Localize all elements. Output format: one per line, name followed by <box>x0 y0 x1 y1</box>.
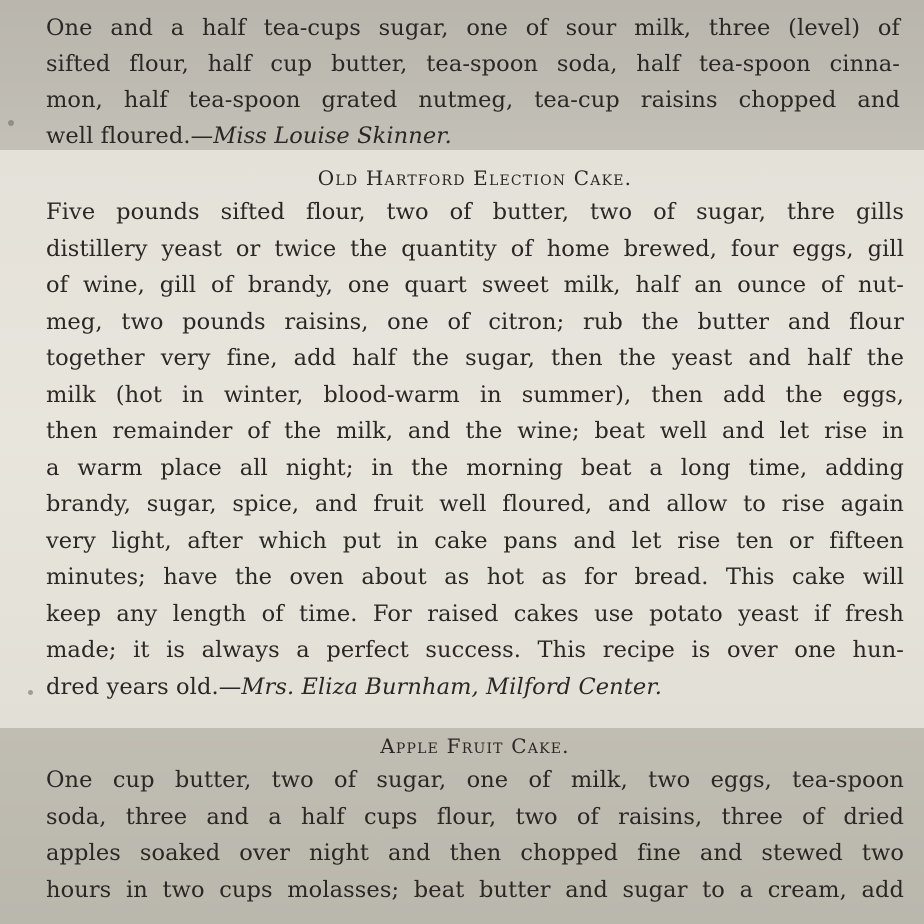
paper-speck <box>28 690 33 695</box>
recipe-credit: Miss Louise Skinner. <box>213 123 452 149</box>
text-line: keep any length of time. For raised cakes use potato yeast if fresh <box>46 600 904 627</box>
text-line: meg, two pounds raisins, one of citron; rub the butter and flour <box>46 308 904 335</box>
text-line: One and a half tea-cups sugar, one of sour milk, three (level) of <box>46 15 900 41</box>
text-line: minutes; have the oven about as hot as for bread. This cake will <box>46 564 904 590</box>
text-line: distillery yeast or twice the quantity of home brewed, four eggs, gill <box>46 235 904 262</box>
recipe-paragraph-apple-cake <box>46 762 904 908</box>
text-line-with-credit <box>46 118 900 150</box>
recipe-credit: Mrs. Eliza Burnham, Milford Center. <box>241 673 662 700</box>
text-line: sifted flour, half cup butter, tea-spoon soda, half tea-spoon cinna- <box>46 51 900 77</box>
text-line: apples soaked over night and then chopped fine and stewed two <box>46 840 904 866</box>
recipe-title: Old Hartford Election Cake. <box>317 166 633 190</box>
text-line: hours in two cups molasses; beat butter and sugar to a cream, add <box>46 876 904 903</box>
text-line: milk (hot in winter, blood-warm in summer), then add the eggs, <box>46 381 904 408</box>
text-line: mon, half tea-spoon grated nutmeg, tea-cup raisins chopped and <box>46 87 900 113</box>
recipe-paragraph-election-cake <box>46 194 904 705</box>
bottom-section <box>0 728 924 924</box>
text-line: soda, three and a half cups flour, two of raisins, three of dried <box>46 803 904 830</box>
text-fragment: well floured.— <box>46 123 214 149</box>
text-line: a warm place all night; in the morning beat a long time, adding <box>46 454 904 481</box>
text-line: brandy, sugar, spice, and fruit well floured, and allow to rise again <box>46 491 904 517</box>
recipe-paragraph-top <box>46 10 900 150</box>
text-line: Five pounds sifted flour, two of butter, two of sugar, thre gills <box>46 199 904 225</box>
text-fragment: dred years old.— <box>46 673 242 700</box>
top-section <box>0 0 924 150</box>
text-line: One cup butter, two of sugar, one of milk, two eggs, tea-spoon <box>46 767 904 793</box>
text-line-with-credit <box>46 669 904 706</box>
paper-speck <box>8 120 14 126</box>
text-line: made; it is always a perfect success. This recipe is over one hun- <box>46 637 904 663</box>
text-line: very light, after which put in cake pans and let rise ten or fifteen <box>46 527 904 554</box>
text-line: then remainder of the milk, and the wine; beat well and let rise in <box>46 418 904 444</box>
middle-section <box>0 150 924 728</box>
text-line: together very fine, add half the sugar, then the yeast and half the <box>46 345 904 371</box>
recipe-title: Apple Fruit Cake. <box>380 734 570 758</box>
text-line: of wine, gill of brandy, one quart sweet milk, half an ounce of nut- <box>46 272 904 298</box>
